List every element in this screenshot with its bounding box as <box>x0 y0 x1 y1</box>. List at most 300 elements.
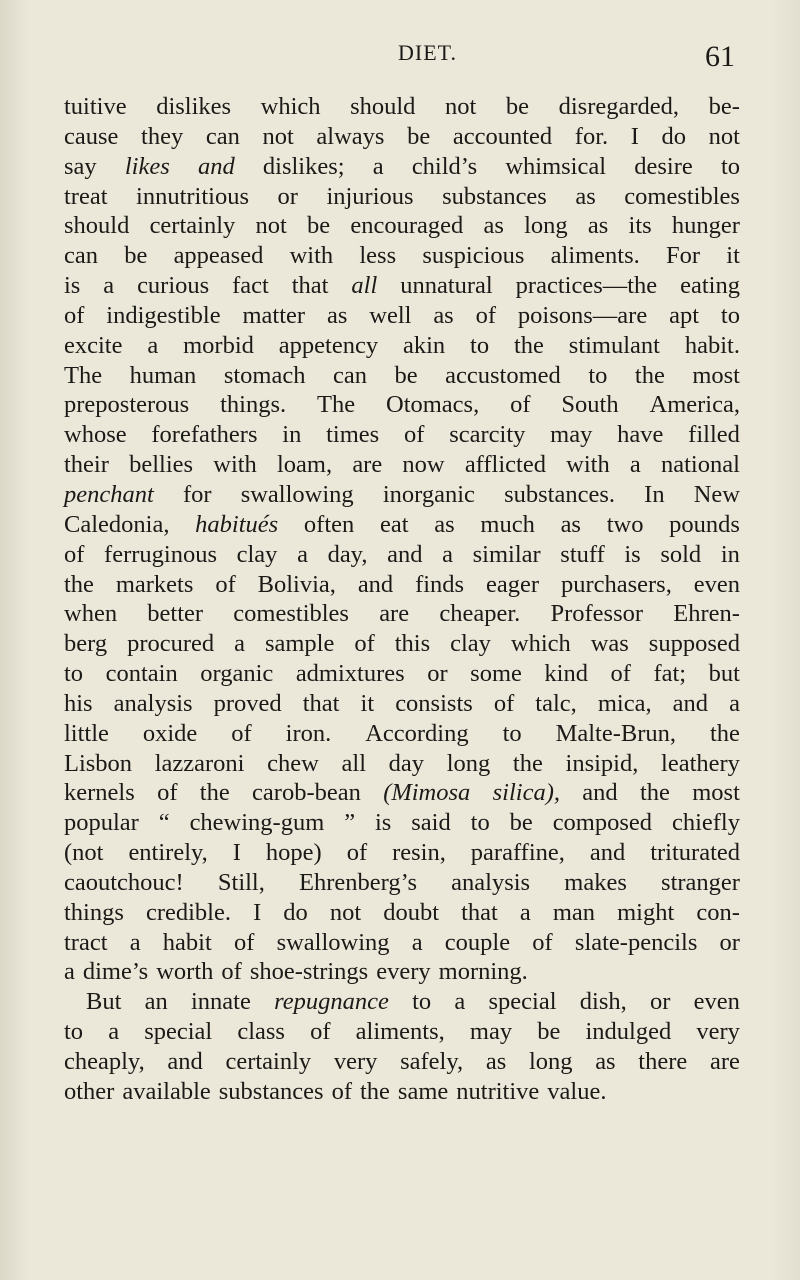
word: be <box>509 809 533 837</box>
word: be <box>407 122 431 150</box>
word: admixtures <box>295 660 405 688</box>
word: say <box>64 152 97 180</box>
word: desire <box>634 152 693 180</box>
word: with <box>566 451 610 479</box>
word: berg <box>64 630 108 658</box>
word: Caledonia, <box>64 510 170 538</box>
word: things. <box>220 391 287 419</box>
word: less <box>359 242 397 270</box>
word: sample <box>264 630 335 658</box>
word: for <box>182 480 212 508</box>
word: long <box>528 1048 573 1075</box>
word: accustomed <box>445 361 561 389</box>
word: much <box>480 510 535 538</box>
text-line <box>64 659 740 689</box>
word: which <box>510 630 571 658</box>
word: or <box>277 182 298 210</box>
word: a <box>411 928 423 956</box>
word: every <box>376 958 431 986</box>
word: the <box>512 749 543 777</box>
word: kernels <box>64 779 135 807</box>
word: available <box>122 1077 211 1105</box>
word: to <box>470 809 490 837</box>
word: of <box>233 928 255 956</box>
word: long <box>524 212 568 240</box>
word: loam, <box>277 451 333 479</box>
word: of <box>231 719 252 747</box>
word: may <box>469 1018 513 1046</box>
text-line <box>64 331 740 361</box>
word: indigestible <box>106 301 221 329</box>
word: swallowing <box>276 928 390 956</box>
word: do <box>661 122 687 150</box>
word: long <box>446 749 491 777</box>
word: can <box>332 361 367 389</box>
text-line <box>64 122 740 152</box>
word: as <box>434 510 455 538</box>
word: hunger <box>671 212 740 240</box>
text-line <box>64 420 740 450</box>
word: repugnance <box>274 988 389 1016</box>
word: the <box>513 331 544 359</box>
word: class <box>237 1018 285 1046</box>
word: According <box>365 719 469 747</box>
word: fact <box>232 272 269 300</box>
word: encouraged <box>350 212 464 240</box>
word: organic <box>200 660 274 688</box>
word: Bolivia, <box>257 570 336 598</box>
word: I <box>630 122 639 150</box>
text-line <box>64 599 740 629</box>
word: accounted <box>452 122 553 150</box>
word: a <box>129 928 141 956</box>
word: do <box>283 898 308 926</box>
text-line <box>64 1047 740 1077</box>
word: the <box>639 779 670 807</box>
word: be <box>505 93 530 120</box>
word: chew <box>267 749 319 777</box>
body-text <box>64 92 740 1107</box>
word: and <box>197 152 235 180</box>
word: day, <box>327 540 368 568</box>
word: America, <box>649 391 740 419</box>
word: similar <box>472 540 541 568</box>
word: (Mimosa <box>383 779 471 807</box>
word: national <box>660 451 740 479</box>
word: special <box>144 1018 213 1046</box>
word: certainly <box>149 212 236 240</box>
word: a <box>729 689 740 717</box>
text-line <box>64 838 740 868</box>
word: not <box>329 898 362 926</box>
word: an <box>144 988 168 1016</box>
word: with <box>289 242 334 270</box>
word: Otomacs, <box>386 391 480 419</box>
word: credible. <box>145 898 231 926</box>
word: fat; <box>653 660 687 688</box>
word: now <box>402 451 445 479</box>
word: of <box>215 570 236 598</box>
word: con- <box>696 898 740 926</box>
word: of <box>157 779 178 807</box>
word: the <box>709 719 740 747</box>
word: may <box>550 421 593 449</box>
word: same <box>397 1077 449 1105</box>
word: a <box>108 1018 120 1046</box>
word: better <box>147 600 204 628</box>
text-line <box>64 241 740 271</box>
text-line <box>64 778 740 808</box>
word: worth <box>156 958 214 986</box>
word: are <box>709 1048 740 1075</box>
word: I <box>253 898 262 926</box>
word: is <box>624 540 641 568</box>
word: to <box>470 331 490 359</box>
word: I <box>232 839 241 867</box>
word: In <box>644 480 665 508</box>
word: or <box>427 660 448 688</box>
word: composed <box>552 809 653 837</box>
word: treat <box>64 182 108 210</box>
word: caoutchouc! <box>64 868 184 896</box>
word: indulged <box>585 1018 672 1046</box>
word: (not <box>64 839 104 867</box>
word: kind <box>544 660 588 688</box>
word: Still, <box>217 868 265 896</box>
word: scarcity <box>449 421 526 449</box>
word: chiefly <box>671 809 740 837</box>
word: it <box>726 242 740 270</box>
word: or <box>719 928 740 956</box>
word: forefathers <box>151 421 258 449</box>
word: the <box>64 570 94 598</box>
word: procured <box>127 630 215 658</box>
word: human <box>129 361 197 389</box>
word: substances. <box>504 480 615 508</box>
word: a <box>103 272 115 300</box>
word: popular <box>64 809 139 837</box>
word: are <box>379 600 410 628</box>
word: a <box>629 451 641 479</box>
word: is <box>64 272 81 300</box>
word: appeased <box>173 242 264 270</box>
word: a <box>64 958 75 986</box>
word: should <box>64 212 130 240</box>
word: sold <box>660 540 702 568</box>
word: excite <box>64 331 123 359</box>
word: dime’s <box>82 958 149 986</box>
word: slate-pencils <box>574 928 698 956</box>
word: and <box>672 689 709 717</box>
word: finds <box>415 570 465 598</box>
word: mica, <box>597 689 652 717</box>
word: talc, <box>535 689 577 717</box>
word: Ehrenberg’s <box>299 868 417 896</box>
word: two <box>606 510 644 538</box>
text-line <box>64 540 740 570</box>
word: insipid, <box>565 749 639 777</box>
word: South <box>561 391 619 419</box>
word: paraffine, <box>470 839 565 867</box>
word: some <box>470 660 522 688</box>
word: innutritious <box>136 182 250 210</box>
word: analysis <box>113 689 193 717</box>
word: not <box>708 122 740 150</box>
page-header <box>0 34 800 74</box>
word: the <box>634 361 665 389</box>
word: filled <box>688 421 740 449</box>
word: practices—the <box>515 272 658 300</box>
word: aliments, <box>355 1018 445 1046</box>
page-number: 61 <box>705 40 735 73</box>
word: stomach <box>223 361 306 389</box>
word: dislikes; <box>262 152 345 180</box>
word: even <box>693 988 740 1016</box>
word: The <box>64 361 103 389</box>
word: as <box>575 182 596 210</box>
word: certainly <box>225 1048 312 1075</box>
text-line <box>64 301 740 331</box>
word: entirely, <box>128 839 208 867</box>
word: should <box>350 93 416 120</box>
word: poisons—are <box>517 301 648 329</box>
word: be <box>124 242 148 270</box>
word: other <box>64 1077 115 1105</box>
text-line <box>64 898 740 928</box>
word: Professor <box>550 600 644 628</box>
text-line <box>64 987 740 1017</box>
text-line <box>64 211 740 241</box>
running-head: DIET. <box>398 40 457 65</box>
text-line <box>64 390 740 420</box>
text-line <box>64 152 740 182</box>
word: day <box>388 749 425 777</box>
word: But <box>86 988 122 1016</box>
word: substances <box>442 182 547 210</box>
word: triturated <box>650 839 740 867</box>
word: well <box>369 301 412 329</box>
word: silica), <box>492 779 560 807</box>
word: “ <box>158 809 170 837</box>
word: there <box>638 1048 688 1075</box>
word: which <box>260 93 321 120</box>
word: very <box>333 1048 378 1075</box>
word: makes <box>564 868 627 896</box>
word: eat <box>379 510 409 538</box>
word: resin, <box>392 839 446 867</box>
word: as <box>433 301 454 329</box>
text-line <box>64 182 740 212</box>
word: matter <box>242 301 306 329</box>
word: comestibles <box>233 600 349 628</box>
word: tuitive <box>64 93 127 120</box>
word: cause <box>64 122 119 150</box>
word: in <box>720 540 740 568</box>
word: when <box>64 600 118 628</box>
word: aliments. <box>550 242 640 270</box>
word: of <box>64 301 85 329</box>
word: and <box>357 570 394 598</box>
word: habit. <box>684 331 740 359</box>
word: be <box>307 212 331 240</box>
word: New <box>693 480 740 508</box>
word: a <box>234 630 245 658</box>
word: that <box>291 272 329 300</box>
word: of <box>475 301 497 329</box>
text-line <box>64 361 740 391</box>
word: eating <box>680 272 740 300</box>
word: ferruginous <box>104 540 217 568</box>
word: innate <box>191 988 251 1016</box>
word: not <box>255 212 287 240</box>
word: stimulant <box>568 331 660 359</box>
word: carob-bean <box>252 779 361 807</box>
word: substances <box>218 1077 324 1105</box>
word: little <box>64 719 109 747</box>
word: penchant <box>64 480 154 508</box>
word: preposterous <box>64 391 190 419</box>
text-line <box>64 689 740 719</box>
word: to <box>412 988 432 1016</box>
word: as <box>483 212 504 240</box>
word: proved <box>213 689 282 717</box>
word: all <box>341 749 367 777</box>
word: its <box>628 212 652 240</box>
word: Lisbon <box>64 749 133 777</box>
word: chewing-gum <box>189 809 325 837</box>
word: iron. <box>285 719 332 747</box>
word: this <box>394 630 431 658</box>
word: clay <box>450 630 491 658</box>
word: habit <box>162 928 212 956</box>
word: stuff <box>560 540 605 568</box>
word: very <box>696 1018 740 1046</box>
word: of <box>610 660 631 688</box>
word: bellies <box>129 451 194 479</box>
text-line <box>64 1017 740 1047</box>
word: morning. <box>438 958 528 986</box>
word: apt <box>669 301 700 329</box>
text-line <box>64 749 740 779</box>
word: be <box>394 361 418 389</box>
word: appetency <box>278 331 379 359</box>
word: cheaply, <box>64 1048 145 1075</box>
word: a <box>297 540 308 568</box>
word: they <box>141 122 184 150</box>
word: hope) <box>265 839 322 867</box>
word: Malte-Brun, <box>555 719 677 747</box>
word: whose <box>64 421 127 449</box>
word: unnatural <box>400 272 493 300</box>
word: the <box>359 1077 390 1105</box>
word: couple <box>444 928 511 956</box>
word: swallowing <box>240 480 354 508</box>
word: to <box>64 660 84 688</box>
word: to <box>502 719 522 747</box>
word: doubt <box>383 898 440 926</box>
word: can <box>205 122 240 150</box>
word: have <box>617 421 664 449</box>
word: a <box>372 152 384 180</box>
word: nutritive <box>456 1077 540 1105</box>
word: of <box>354 630 375 658</box>
word: of <box>532 928 553 956</box>
text-line <box>64 957 740 987</box>
word: and <box>387 540 423 568</box>
word: most <box>692 361 740 389</box>
word: even <box>693 570 740 598</box>
word: often <box>303 510 355 538</box>
text-line <box>64 1077 740 1107</box>
word: most <box>692 779 740 807</box>
text-line <box>64 808 740 838</box>
word: not <box>445 93 477 120</box>
word: contain <box>105 660 178 688</box>
word: as <box>560 510 581 538</box>
word: morbid <box>183 331 254 359</box>
text-line <box>64 719 740 749</box>
word: safely, <box>400 1048 464 1075</box>
word: always <box>316 122 385 150</box>
word: analysis <box>451 868 531 896</box>
word: child’s <box>411 152 478 180</box>
word: whimsical <box>505 152 607 180</box>
word: times <box>326 421 380 449</box>
word: injurious <box>326 182 414 210</box>
word: be- <box>708 93 740 120</box>
word: his <box>64 689 93 717</box>
word: cheaper. <box>439 600 521 628</box>
word: a <box>454 988 466 1016</box>
word: shoe-strings <box>249 958 369 986</box>
word: all <box>351 272 378 300</box>
word: of <box>346 839 368 867</box>
word: purchasers, <box>560 570 672 598</box>
word: as <box>485 1048 507 1075</box>
word: but <box>708 660 740 688</box>
word: and <box>167 1048 203 1075</box>
text-line <box>64 510 740 540</box>
word: of <box>331 1077 352 1105</box>
word: are <box>352 451 383 479</box>
word: a <box>519 898 531 926</box>
text-line <box>64 868 740 898</box>
word: akin <box>402 331 446 359</box>
word: as <box>587 212 609 240</box>
word: dislikes <box>156 93 232 120</box>
word: eager <box>486 570 540 598</box>
text-line <box>64 480 740 510</box>
word: a <box>147 331 159 359</box>
word: and <box>589 839 626 867</box>
word: disregarded, <box>558 93 680 120</box>
word: of <box>493 689 515 717</box>
word: supposed <box>648 630 740 658</box>
word: afflicted <box>464 451 546 479</box>
word: for. <box>574 122 609 150</box>
word: the <box>199 779 230 807</box>
word: of <box>404 421 425 449</box>
word: leathery <box>661 749 740 777</box>
word: and <box>582 779 618 807</box>
word: pounds <box>669 510 740 538</box>
word: Ehren- <box>673 600 740 628</box>
word: clay <box>236 540 278 568</box>
word: be <box>537 1018 561 1046</box>
word: to <box>720 301 740 329</box>
text-line <box>64 450 740 480</box>
word: man <box>552 898 596 926</box>
